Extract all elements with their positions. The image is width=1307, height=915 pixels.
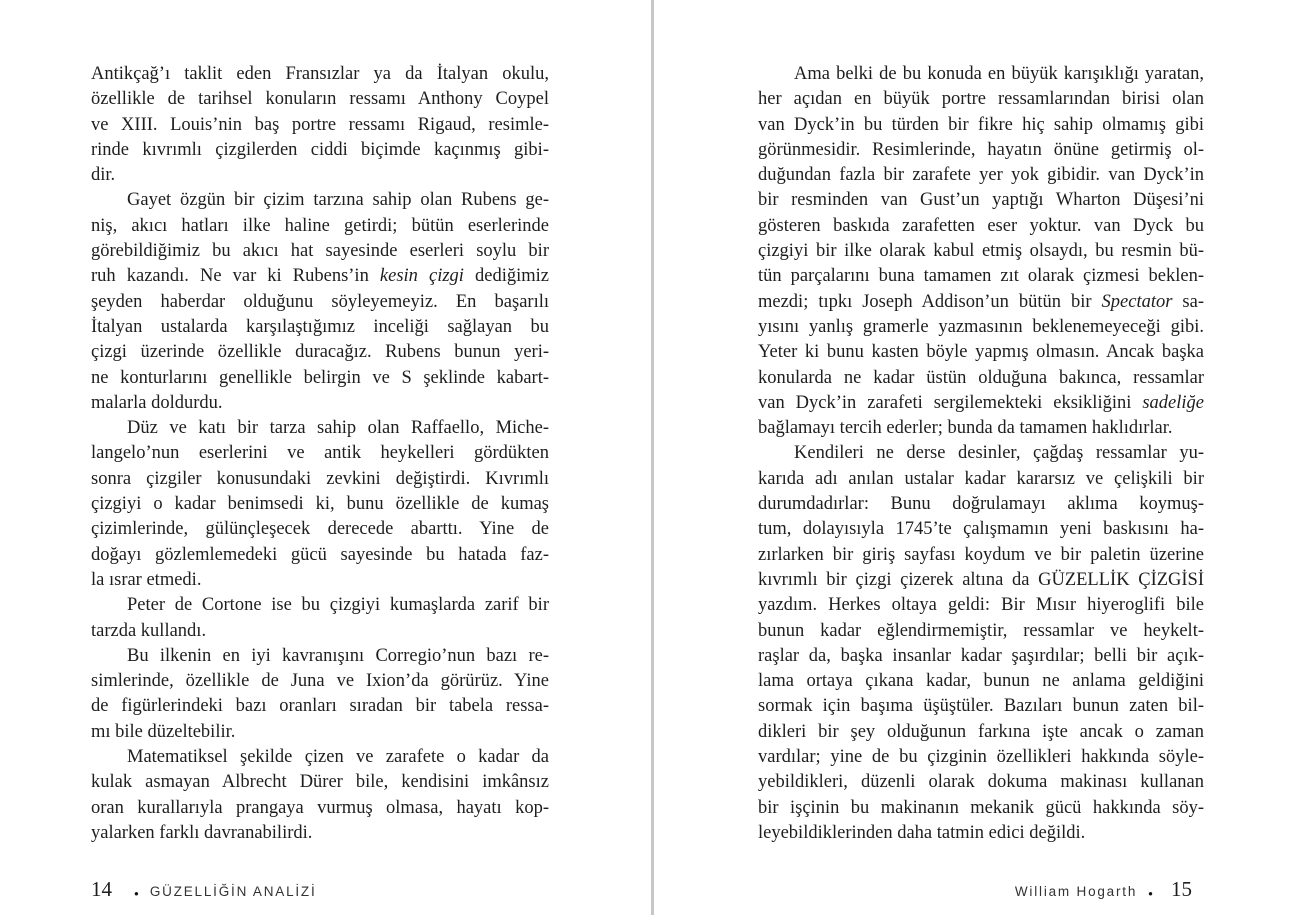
text-line: görünmesidir. Resimlerinde, hayatın önüne getirmiş ol- bbox=[758, 139, 1204, 160]
paragraph bbox=[758, 441, 1204, 846]
text-line: tarzda kullandı. bbox=[91, 620, 207, 641]
text-line: çizimlerinde, gülünçleşecek derecede abarttı. Yine de bbox=[91, 519, 549, 540]
text-line: tün parçalarını buna tamamen zıt olarak çizmesi beklen- bbox=[758, 266, 1204, 287]
text-line: malarla doldurdu. bbox=[91, 392, 223, 413]
left-page-text bbox=[91, 62, 549, 846]
text-line: duğundan fazla bir zarafete yer yok gibidir. van Dyck’in bbox=[758, 165, 1204, 186]
text-line: gösteren baskıda zarafetten eser yoktur. van Dyck bu bbox=[758, 215, 1204, 236]
text-line: Matematiksel şekilde çizen ve zarafete o kadar da bbox=[127, 747, 549, 768]
text-line: her açıdan en büyük portre ressamlarından birisi olan bbox=[758, 89, 1204, 110]
text-line: vardılar; yine de bu çizginin özellikleri hakkında söyle- bbox=[758, 747, 1204, 768]
text-line: kıvrımlı bir çizgi çizerek altına da GÜZELLİK ÇİZGİSİ bbox=[758, 569, 1204, 590]
text-line: leyebildiklerinden daha tatmin edici değildi. bbox=[758, 822, 1086, 843]
paragraph bbox=[91, 644, 549, 745]
text-line: dikleri bir şey olduğunun farkına işte ancak o zaman bbox=[758, 721, 1204, 742]
text-line: zırlarken bir giriş sayfası koydum ve bir paletin üzerine bbox=[758, 544, 1204, 565]
text-line: Yeter ki bunu kasten böyle yapmış olmasın. Ancak başka bbox=[758, 342, 1204, 363]
text-line: dir. bbox=[91, 165, 116, 186]
text-line: Peter de Cortone ise bu çizgiyi kumaşlarda zarif bir bbox=[127, 595, 549, 616]
text-line: konularda ne kadar üstün olduğuna bakınca, ressamlar bbox=[758, 367, 1204, 388]
page-number-left: 14 bbox=[91, 877, 112, 901]
text-line: yebildikleri, düzenli olarak dokuma makinası kullanan bbox=[758, 772, 1204, 793]
text-line: sonra çizgiler konusundaki zevkini değiştirdi. Kıvrımlı bbox=[91, 468, 549, 489]
page-divider bbox=[651, 0, 654, 915]
text-line: sormak için başıma üşüştüler. Bazıları bunun zaten bil- bbox=[758, 696, 1204, 717]
author-name: William Hogarth bbox=[1014, 884, 1138, 899]
text-line: raşlar da, başka insanlar kadar şaşırdılar; belli bir açık- bbox=[758, 645, 1204, 666]
text-line: kulak asmayan Albrecht Dürer bile, kendisini imkânsız bbox=[91, 772, 549, 793]
text-line: ruh kazandı. Ne var ki Rubens’in kesin çizgi dediğimiz bbox=[91, 266, 549, 287]
text-line: la ısrar etmedi. bbox=[91, 569, 202, 590]
text-line: karıda adı anılan ustalar kadar kararsız ve çelişkili bir bbox=[758, 468, 1204, 489]
text-line: langelo’nun eserlerini ve antik heykelleri gördükten bbox=[91, 443, 549, 464]
text-line: Ama belki de bu konuda en büyük karışıklığı yaratan, bbox=[794, 64, 1204, 84]
paragraph bbox=[91, 62, 549, 188]
text-line: yısını yanlış gramerle yazmasının beklenemeyeceği gibi. bbox=[758, 316, 1204, 337]
text-line: bir resminden van Gust’un yaptığı Wharton Düşesi’ni bbox=[758, 190, 1204, 211]
text-line: lama ortaya çıkana kadar, bunun ne anlama geldiğini bbox=[758, 671, 1204, 692]
text-line: yalarken farklı davranabilirdi. bbox=[91, 822, 313, 843]
text-line: Bu ilkenin en iyi kavranışını Corregio’nun bazı re- bbox=[127, 645, 549, 666]
running-title: GÜZELLİĞİN ANALİZİ bbox=[149, 884, 317, 899]
page-number-right: 15 bbox=[1171, 877, 1192, 901]
text-line: çizgiyi bir ilke olarak kabul etmiş olsaydı, bu resmin bü- bbox=[758, 241, 1204, 262]
text-line: mezdi; tıpkı Joseph Addison’un bütün bir Spectator sa- bbox=[758, 291, 1204, 312]
paragraph bbox=[91, 593, 549, 644]
text-line: ne konturlarını genellikle belirgin ve S şeklinde kabart- bbox=[91, 367, 549, 388]
text-line: bir işçinin bu makinanın mekanik gücü hakkında söy- bbox=[758, 797, 1204, 818]
bullet-icon: ● bbox=[134, 889, 139, 898]
footer-right bbox=[1015, 877, 1192, 902]
bullet-icon: ● bbox=[1148, 889, 1153, 898]
text-line: ve XIII. Louis’nin baş portre ressamı Rigaud, resimle- bbox=[91, 114, 549, 135]
text-line: özellikle de tarihsel konuların ressamı Anthony Coypel bbox=[91, 89, 549, 110]
text-line: rinde kıvrımlı çizgilerden ciddi biçimde kaçınmış gibi- bbox=[91, 139, 549, 160]
text-line: Düz ve katı bir tarza sahip olan Raffaello, Miche- bbox=[127, 418, 549, 439]
text-line: niş, akıcı hatları ilke haline getirdi; bütün eserlerinde bbox=[91, 215, 549, 236]
text-line: bağlamayı tercih ederler; bunda da tamamen haklıdırlar. bbox=[758, 418, 1173, 439]
text-line: oran kurallarıyla prangaya vurmuş olmasa, hayatı kop- bbox=[91, 797, 549, 818]
text-line: van Dyck’in zarafeti sergilemekteki eksikliğini sadeliğe bbox=[758, 392, 1204, 413]
text-line: simlerinde, özellikle de Juna ve Ixion’da görürüz. Yine bbox=[91, 671, 549, 692]
paragraph bbox=[91, 188, 549, 416]
text-line: Antikçağ’ı taklit eden Fransızlar ya da İtalyan okulu, bbox=[91, 64, 549, 84]
text-line: mı bile düzeltebilir. bbox=[91, 721, 236, 742]
paragraph bbox=[91, 745, 549, 846]
text-line: durumdadırlar: Bunu doğrulamayı aklıma koymuş- bbox=[758, 494, 1204, 515]
paragraph bbox=[91, 416, 549, 593]
text-line: çizgi üzerinde özellikle duracağız. Rubens bunun yeri- bbox=[91, 342, 549, 363]
text-line: doğayı gözlemlemedeki gücü sayesinde bu hatada faz- bbox=[91, 544, 549, 565]
right-page-text bbox=[758, 62, 1204, 846]
text-line: Gayet özgün bir çizim tarzına sahip olan Rubens ge- bbox=[127, 190, 549, 211]
text-line: İtalyan ustalarda karşılaştığımız inceliği sağlayan bu bbox=[91, 316, 549, 337]
paragraph bbox=[758, 62, 1204, 441]
text-line: şeyden haberdar olduğunu söyleyemeyiz. En başarılı bbox=[91, 291, 549, 312]
text-line: tum, dolayısıyla 1745’te çalışmamın yeni baskısını ha- bbox=[758, 519, 1204, 540]
footer-left bbox=[91, 877, 317, 902]
text-line: bunun kadar eğlendirmemiştir, ressamlar ve heykelt- bbox=[758, 620, 1204, 641]
text-line: çizgiyi o kadar benimsedi ki, bunu özellikle de kumaş bbox=[91, 494, 549, 515]
text-line: yazdım. Herkes oltaya geldi: Bir Mısır hiyeroglifi bile bbox=[758, 595, 1204, 616]
text-line: görebildiğimiz bu akıcı hat sayesinde eserleri soylu bir bbox=[91, 241, 549, 262]
text-line: Kendileri ne derse desinler, çağdaş ressamlar yu- bbox=[794, 443, 1204, 464]
text-line: de figürlerindeki bazı oranları sıradan bir tabela ressa- bbox=[91, 696, 549, 717]
text-line: van Dyck’in bu türden bir fikre hiç sahip olmamış gibi bbox=[758, 114, 1204, 135]
